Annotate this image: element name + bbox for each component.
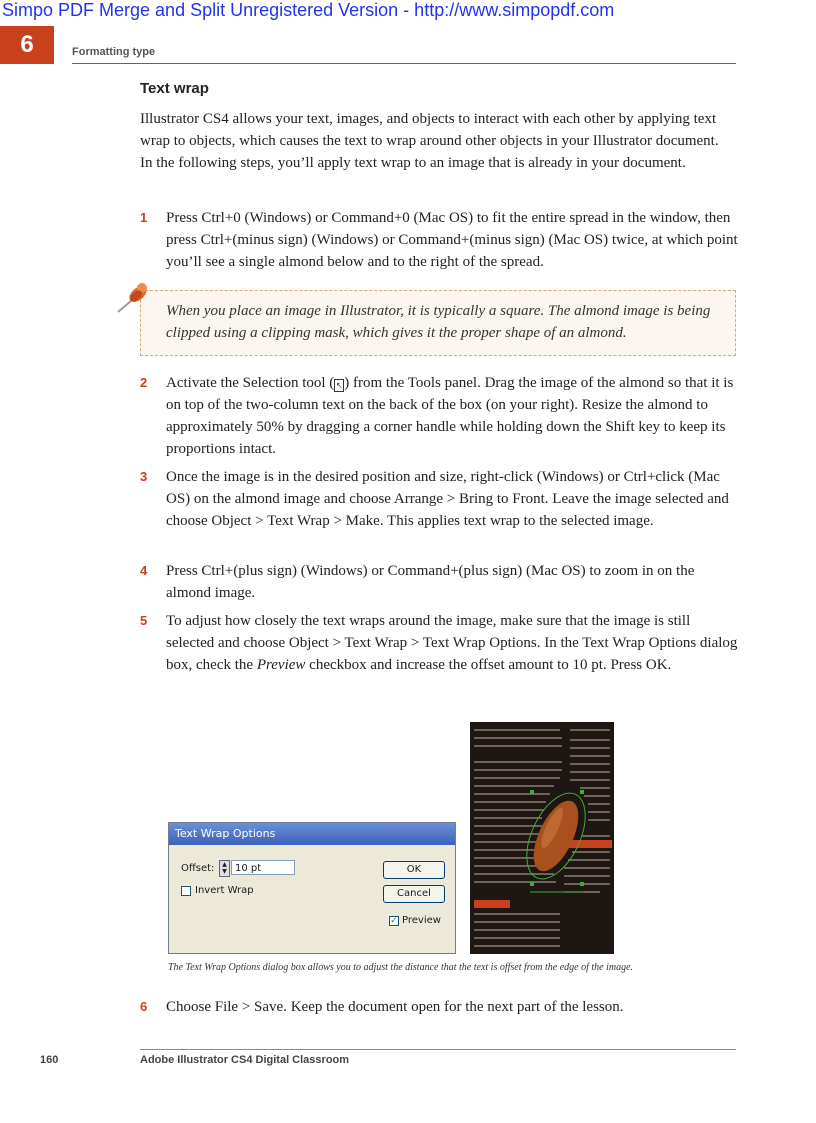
dialog-title: Text Wrap Options	[169, 823, 455, 845]
figure-caption: The Text Wrap Options dialog box allows you to adjust the distance that the text is offset from the edge of the image.	[168, 962, 634, 973]
ok-button[interactable]: OK	[383, 861, 445, 879]
step-number: 1	[140, 210, 148, 225]
step-text-part: ) from the Tools panel. Drag the image of the almond so that it is on top of the two-column text on the back of the box (on your right). Resize the almond to approximately 50% by dragging a corner handle while holding down the Shift key to keep its proportions intact.	[166, 375, 734, 457]
cancel-button[interactable]: Cancel	[383, 885, 445, 903]
chapter-tab: 6	[0, 26, 54, 64]
book-title: Adobe Illustrator CS4 Digital Classroom	[140, 1054, 350, 1066]
step-number: 5	[140, 613, 148, 628]
offset-stepper-icon[interactable]: ▲ ▼	[219, 860, 230, 877]
footer-rule	[140, 1049, 736, 1050]
header-rule	[72, 63, 736, 64]
invert-wrap-checkbox[interactable]	[181, 886, 191, 896]
watermark-text: Simpo PDF Merge and Split Unregistered Version - http://www.simpopdf.com	[2, 0, 615, 20]
pushpin-icon	[112, 276, 160, 324]
step-text-part: To adjust how closely the text wraps around the image, make sure that the image is still selected and choose Object > Text Wrap > Text Wrap Options. In the Text Wrap Options dialog box, check the	[166, 613, 738, 673]
running-head: Formatting type	[72, 46, 156, 58]
offset-label: Offset:	[181, 863, 215, 874]
text-wrap-options-dialog	[168, 822, 456, 954]
preview-checkbox[interactable]: ✓	[390, 916, 398, 926]
step-number: 4	[140, 563, 148, 578]
step-text-part: checkbox and increase the offset amount to 10 pt. Press OK.	[305, 657, 672, 673]
page-number: 160	[40, 1054, 59, 1066]
step-text-part: Activate the Selection tool (	[166, 375, 335, 391]
step-text: Once the image is in the desired position and size, right-click (Windows) or Ctrl+click (Mac OS) on the almond image and choose Arrange > Bring to Front. Leave the image selected and choose Object > Text Wrap > Make. This applies text wrap to the selected image.	[166, 469, 729, 529]
step-text: Press Ctrl+(plus sign) (Windows) or Command+(plus sign) (Mac OS) to zoom in on the almond image.	[166, 563, 695, 601]
step-text	[166, 372, 738, 460]
section-title: Text wrap	[140, 80, 209, 97]
step-number: 2	[140, 375, 148, 390]
step-text-emphasis: Preview	[256, 657, 306, 673]
step-number: 6	[140, 999, 148, 1014]
note-text: When you place an image in Illustrator, it is typically a square. The almond image is being clipped using a clipping mask, which gives it the proper shape of an almond.	[166, 303, 711, 341]
step-number: 3	[140, 469, 148, 484]
step-text: Choose File > Save. Keep the document open for the next part of the lesson.	[166, 999, 624, 1015]
preview-label: Preview	[402, 915, 441, 926]
step-text: Press Ctrl+0 (Windows) or Command+0 (Mac OS) to fit the entire spread in the window, then press Ctrl+(minus sign) (Windows) or Command+(minus sign) (Mac OS) twice, at which point you’ll see a single almond below and to the right of the spread.	[166, 210, 738, 270]
offset-input[interactable]: 10 pt	[231, 860, 295, 875]
almond-text-wrap-figure	[470, 722, 614, 954]
intro-paragraph: Illustrator CS4 allows your text, images, and objects to interact with each other by applying text wrap to objects, which causes the text to wrap around other objects in your Illustrator document. In the following steps, you’ll apply text wrap to an image that is already in your document.	[140, 111, 719, 171]
step-text	[166, 610, 738, 676]
invert-wrap-label: Invert Wrap	[195, 885, 254, 896]
selection-tool-icon: ↖	[335, 381, 343, 390]
